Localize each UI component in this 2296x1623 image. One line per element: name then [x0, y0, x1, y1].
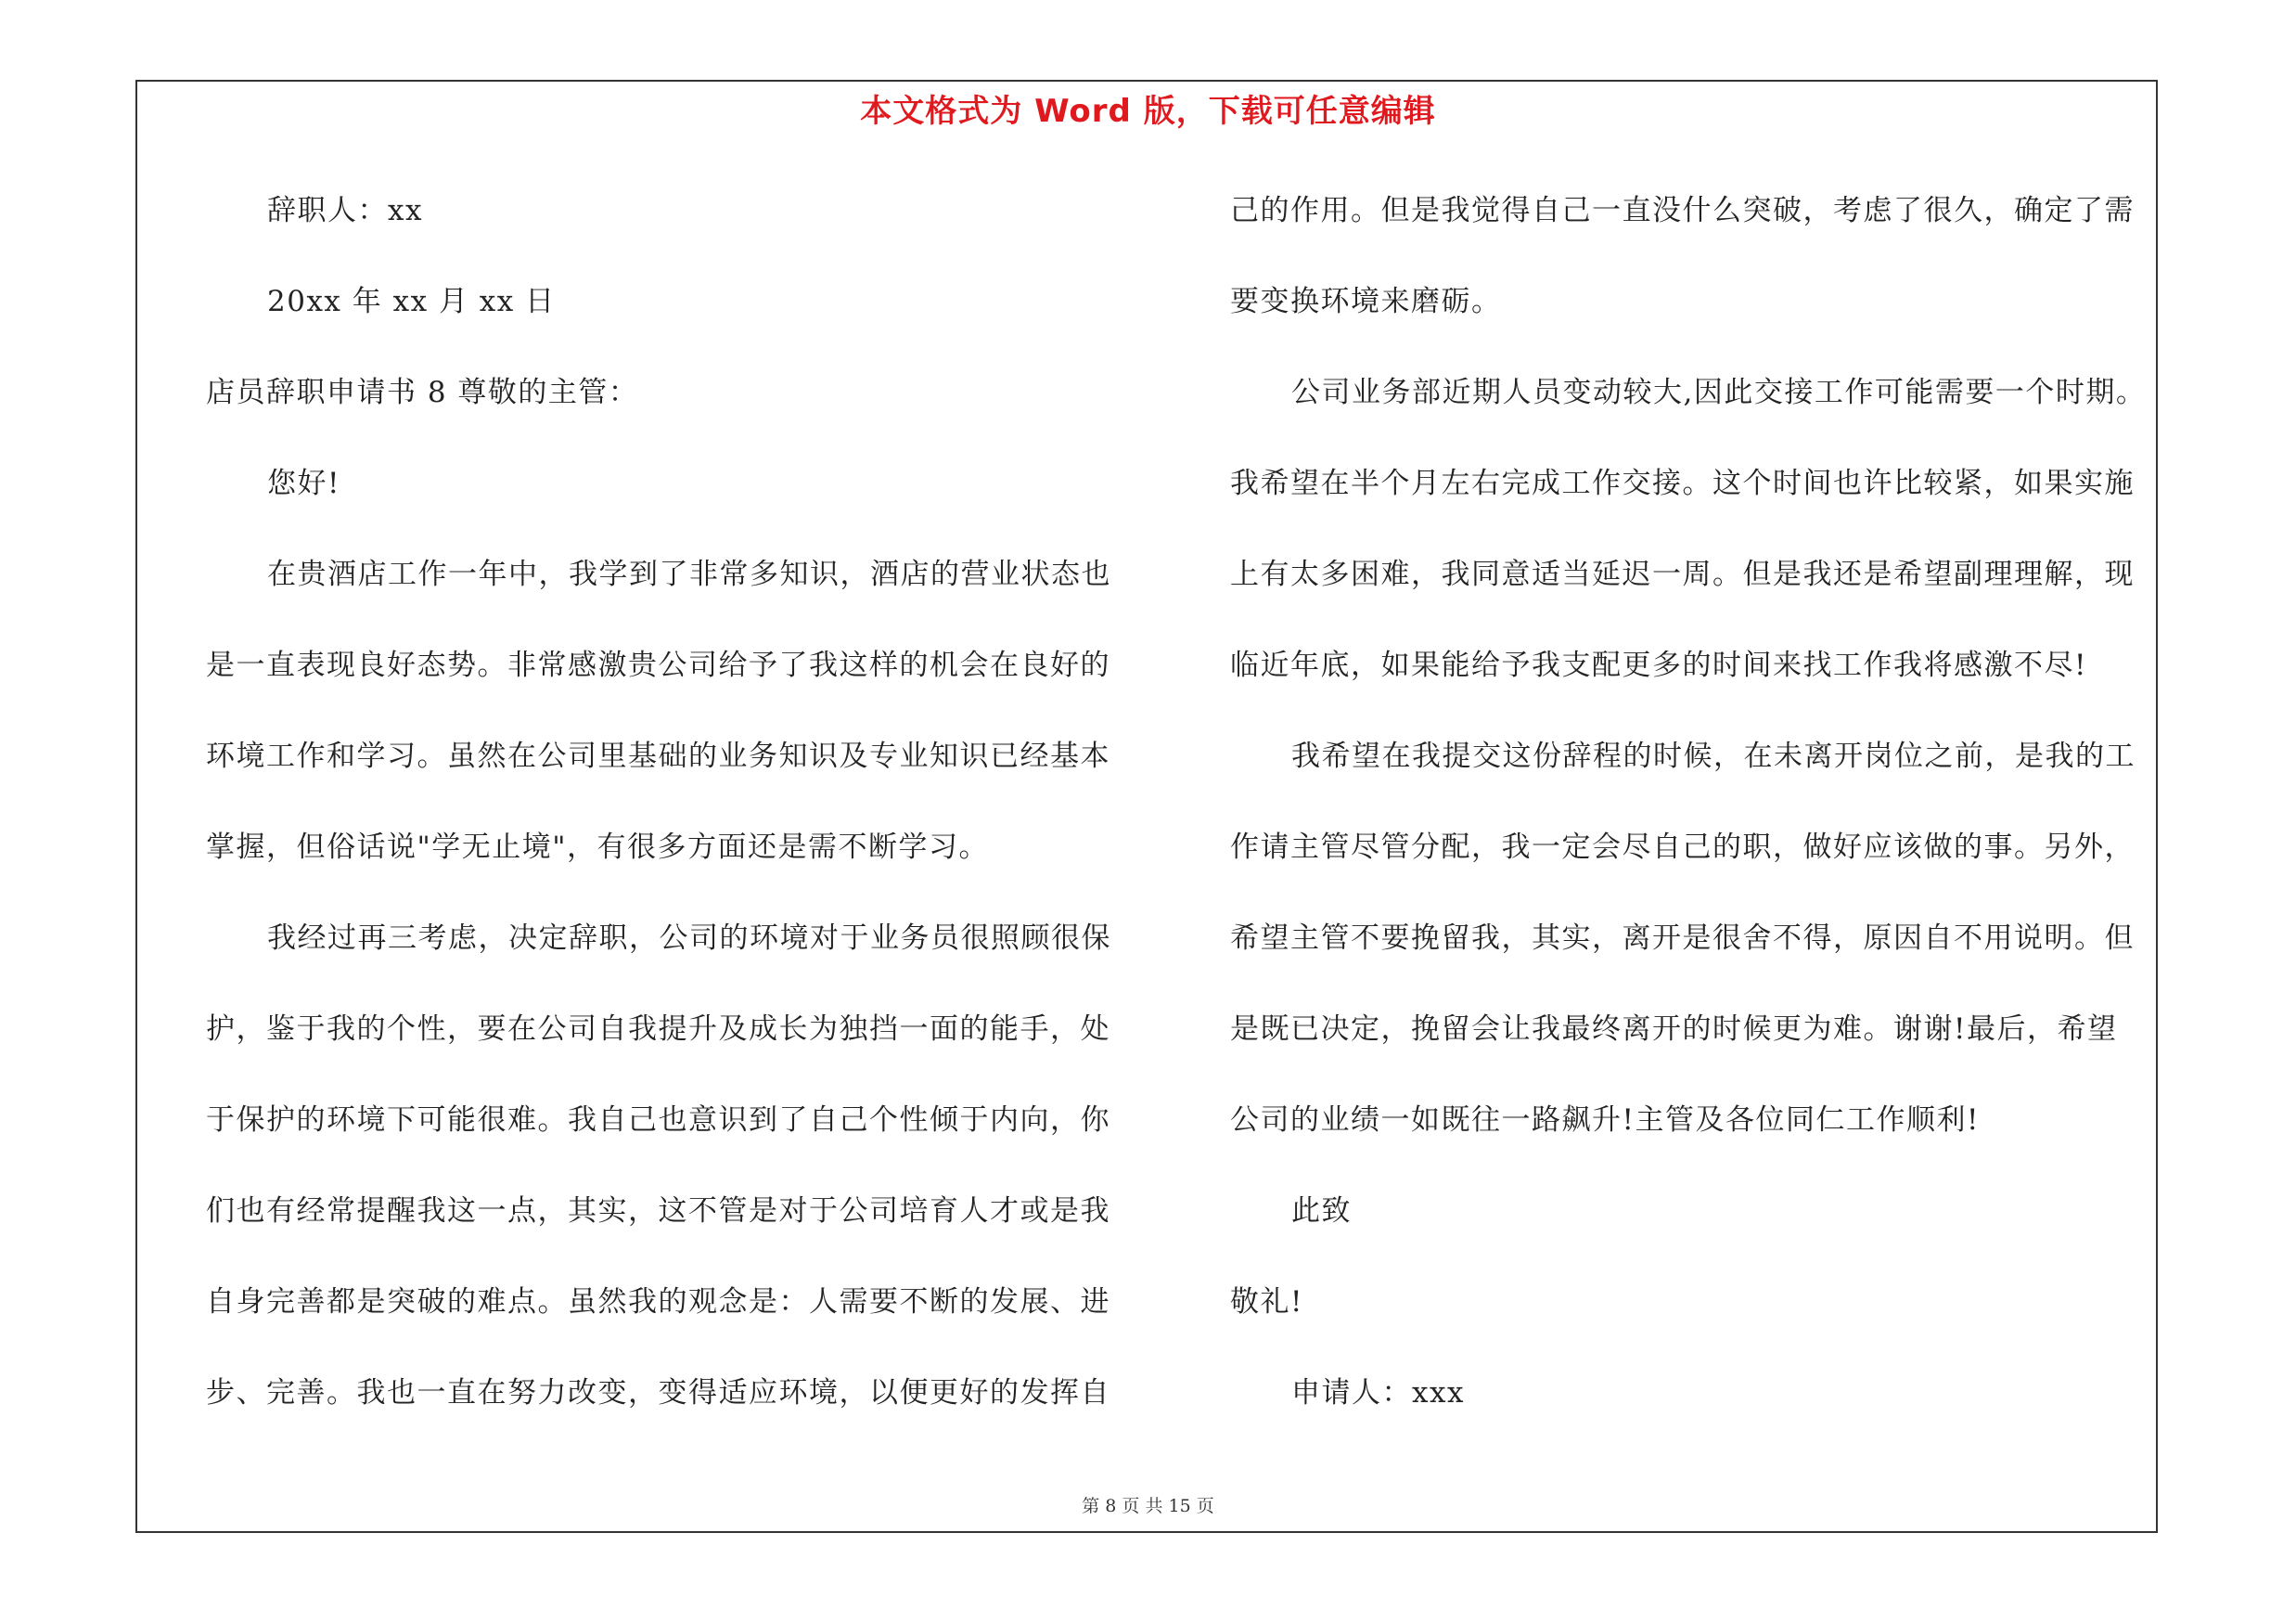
- body-text-line: 护，鉴于我的个性，要在公司自我提升及成长为独挡一面的能手，处: [206, 1012, 1110, 1046]
- body-text-line: 公司的业绩一如既往一路飙升!主管及各位同仁工作顺利!: [1230, 1103, 1980, 1137]
- body-text-line: 是既已决定，挽留会让我最终离开的时候更为难。谢谢!最后，希望: [1230, 1012, 2118, 1046]
- body-text-line: 我希望在半个月左右完成工作交接。这个时间也许比较紧，如果实施: [1230, 467, 2135, 500]
- body-text-line: 临近年底，如果能给予我支配更多的时间来找工作我将感激不尽!: [1230, 649, 2087, 682]
- body-text-line: 要变换环境来磨砺。: [1230, 285, 1502, 318]
- body-text-line: 掌握，但俗话说"学无止境"，有很多方面还是需不断学习。: [206, 831, 990, 864]
- body-text-line: 我经过再三考虑，决定辞职，公司的环境对于业务员很照顾很保: [267, 921, 1111, 955]
- salutation-line: 店员辞职申请书 8 尊敬的主管：: [206, 376, 639, 409]
- resigner-line: 辞职人：xx: [267, 194, 423, 227]
- right-text-column: [1230, 181, 2148, 1454]
- body-text-line: 们也有经常提醒我这一点，其实，这不管是对于公司培育人才或是我: [206, 1194, 1110, 1228]
- page-number-footer: 第 8 页 共 15 页: [1082, 1496, 1214, 1516]
- body-text-line: 环境工作和学习。虽然在公司里基础的业务知识及专业知识已经基本: [206, 740, 1110, 773]
- body-text-line: 自身完善都是突破的难点。虽然我的观念是：人需要不断的发展、进: [206, 1285, 1110, 1319]
- body-text-line: 我希望在我提交这份辞程的时候，在未离开岗位之前，是我的工: [1291, 740, 2136, 773]
- greeting-line: 您好!: [267, 467, 340, 500]
- body-text-line: 己的作用。但是我觉得自己一直没什么突破，考虑了很久，确定了需: [1230, 194, 2135, 227]
- body-text-line: 步、完善。我也一直在努力改变，变得适应环境，以便更好的发挥自: [206, 1376, 1110, 1410]
- body-text-line: 希望主管不要挽留我，其实，离开是很舍不得，原因自不用说明。但: [1230, 921, 2135, 955]
- body-text-line: 上有太多困难，我同意适当延迟一周。但是我还是希望副理理解，现: [1230, 558, 2135, 591]
- closing-line: 此致: [1291, 1194, 1352, 1228]
- format-notice-banner: 本文格式为 Word 版，下载可任意编辑: [860, 93, 1436, 130]
- body-text-line: 在贵酒店工作一年中，我学到了非常多知识，酒店的营业状态也: [267, 558, 1111, 591]
- body-text-line: 公司业务部近期人员变动较大,因此交接工作可能需要一个时期。: [1291, 376, 2147, 409]
- body-text-line: 于保护的环境下可能很难。我自己也意识到了自己个性倾于内向，你: [206, 1103, 1110, 1137]
- left-text-column: [206, 181, 1124, 1454]
- regards-line: 敬礼!: [1230, 1285, 1303, 1319]
- body-text-line: 是一直表现良好态势。非常感激贵公司给予了我这样的机会在良好的: [206, 649, 1110, 682]
- applicant-line: 申请人：xxx: [1291, 1376, 1465, 1410]
- date-line: 20xx 年 xx 月 xx 日: [267, 285, 556, 318]
- body-text-line: 作请主管尽管分配，我一定会尽自己的职，做好应该做的事。另外，: [1230, 831, 2135, 864]
